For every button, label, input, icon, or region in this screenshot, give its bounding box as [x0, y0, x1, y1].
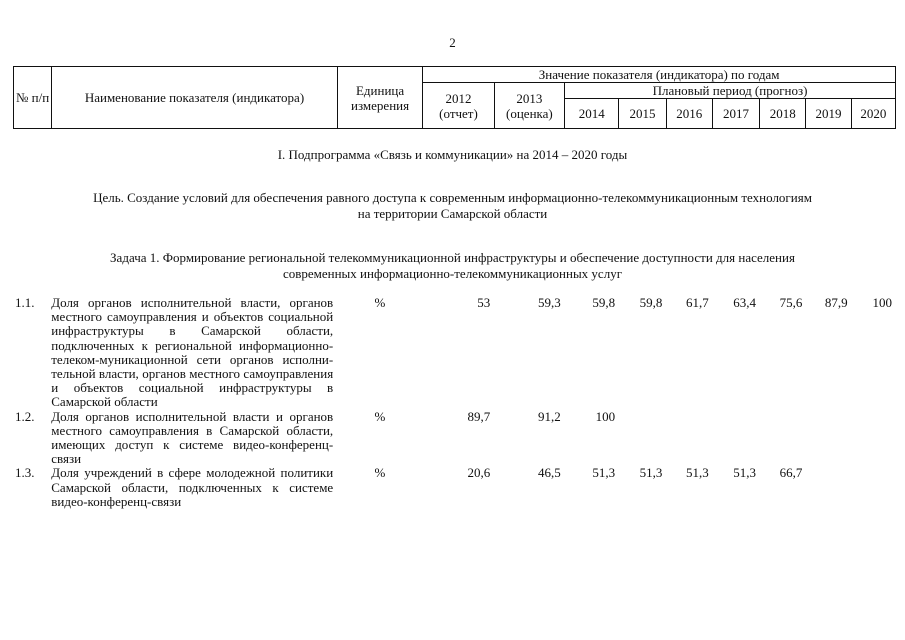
header-planned-period: Плановый период (прогноз) — [565, 83, 896, 99]
year-2012-note: (отчет) — [439, 105, 478, 121]
row-value — [760, 410, 806, 467]
row-value: 51,3 — [639, 465, 663, 481]
header-year-2020: 2020 — [851, 99, 895, 129]
header-values-by-year: Значение показателя (индикатора) по годам — [423, 67, 896, 83]
page-number: 2 — [449, 35, 456, 50]
row-value — [852, 410, 896, 467]
row-value: 75,6 — [779, 295, 803, 310]
table-row — [13, 410, 896, 467]
row-value: 87,9 — [824, 295, 848, 310]
row-value: 51,3 — [592, 465, 616, 481]
row-value — [806, 466, 851, 509]
table-row — [13, 296, 896, 410]
header-col-name: Наименование показателя (индикатора) — [52, 67, 338, 129]
header-year-2017: 2017 — [712, 99, 759, 129]
row-number: 1.2. — [15, 408, 35, 424]
row-unit: % — [374, 408, 386, 424]
row-indicator-name: Доля органов исполнительной власти, органов местного самоуправления и объектов социальной инфраструктуры в Самарской области, подключенных к региональной информационно-телеком-муникационной сети органов исполни-тельной власти, органов местного самоуправления и объектов социальной инфраструктуры в Самарской области — [51, 295, 334, 410]
row-value: 59,3 — [537, 295, 561, 310]
row-value — [713, 410, 760, 467]
row-value: 91,2 — [537, 408, 561, 424]
row-value: 63,4 — [733, 295, 757, 310]
subprogram-title: I. Подпрограмма «Связь и коммуникации» на 2014 – 2020 годы — [277, 147, 628, 162]
header-year-2019: 2019 — [806, 99, 851, 129]
row-indicator-name: Доля органов исполнительной власти и органов местного самоуправления в Самарской области, имеющих доступ к системе видео-конференц-связи — [51, 408, 334, 467]
header-year-2015: 2015 — [619, 99, 666, 129]
header-col-num: № п/п — [14, 67, 52, 129]
goal-line-2: на территории Самарской области — [357, 206, 548, 221]
header-year-2018: 2018 — [760, 99, 806, 129]
year-2012-label: 2012 — [445, 90, 472, 106]
row-value: 89,7 — [467, 408, 491, 424]
row-value: 66,7 — [779, 465, 803, 481]
header-year-2012 — [423, 83, 494, 129]
row-value — [852, 466, 896, 509]
header-year-2016: 2016 — [666, 99, 712, 129]
row-value: 61,7 — [685, 295, 709, 310]
row-indicator-name: Доля учреждений в сфере молодежной политики Самарской области, подключенных к системе видео-конференц-связи — [51, 465, 334, 509]
row-value: 20,6 — [467, 465, 491, 481]
row-value: 59,8 — [592, 295, 616, 310]
row-value: 59,8 — [639, 295, 663, 310]
row-value: 100 — [595, 408, 616, 424]
goal-line-1: Цель. Создание условий для обеспечения равного доступа к современным информационно-телекоммуникационным технологиям — [93, 190, 812, 205]
task-line-2: современных информационно-телекоммуникационных услуг — [282, 266, 623, 281]
indicator-table-body — [13, 296, 896, 509]
row-number: 1.3. — [15, 465, 35, 481]
row-value: 46,5 — [537, 465, 561, 481]
row-value — [619, 410, 666, 467]
row-value — [666, 410, 712, 467]
task-line-1: Задача 1. Формирование региональной телекоммуникационной инфраструктуры и обеспечение доступности для населения — [110, 250, 795, 265]
year-2013-note: (оценка) — [506, 105, 553, 121]
row-value: 51,3 — [685, 465, 709, 481]
row-unit: % — [374, 295, 386, 310]
row-unit: % — [374, 465, 386, 481]
header-col-unit: Единица измерения — [337, 67, 422, 129]
row-value: 100 — [872, 295, 892, 310]
table-row — [13, 466, 896, 509]
row-value: 53 — [477, 295, 491, 310]
header-year-2014: 2014 — [565, 99, 619, 129]
row-number: 1.1. — [15, 295, 35, 310]
year-2013-label: 2013 — [516, 90, 543, 106]
header-year-2013 — [494, 83, 564, 129]
row-value: 51,3 — [733, 465, 757, 481]
row-value — [806, 410, 851, 467]
indicator-table-header — [13, 66, 896, 129]
